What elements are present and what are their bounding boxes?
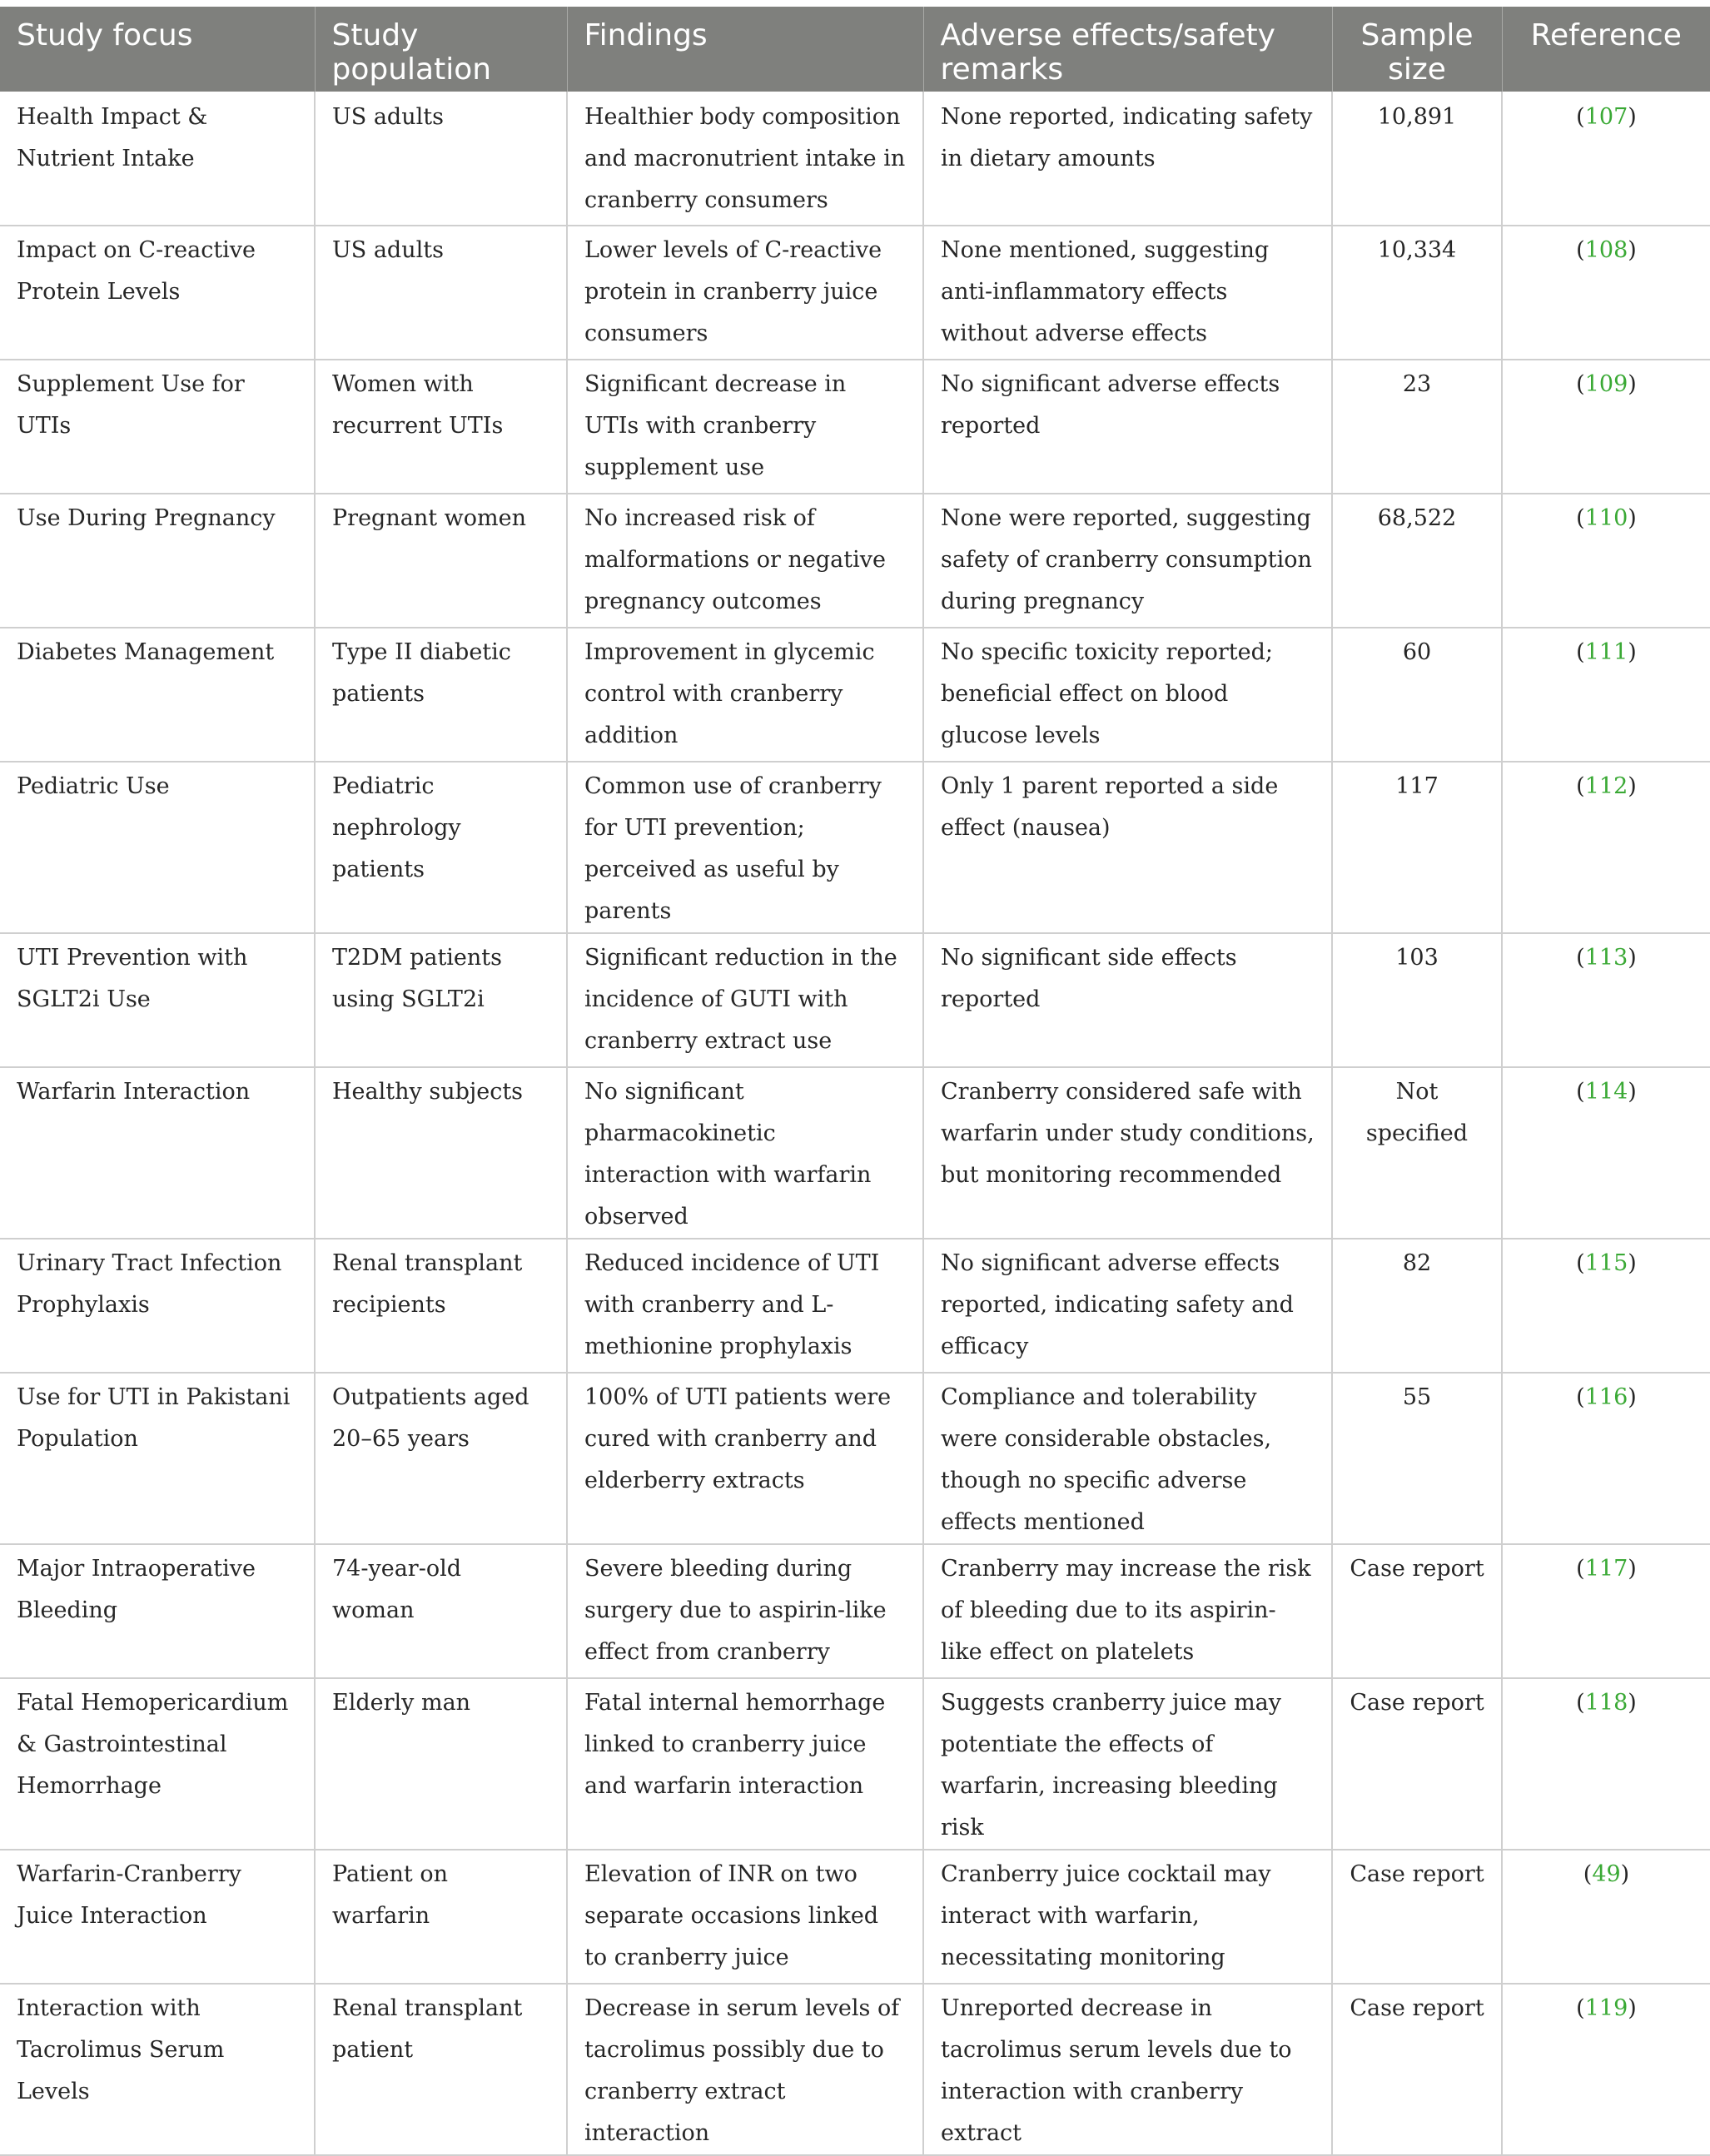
table-row xyxy=(0,1239,1710,1373)
table-row xyxy=(0,226,1710,360)
cell-findings: No increased risk of malformations or negative pregnancy outcomes xyxy=(567,494,923,628)
cell-adverse-effects: No specific toxicity reported; beneficial effect on blood glucose levels xyxy=(923,628,1332,762)
cell-findings: 100% of UTI patients were cured with cranberry and elderberry extracts xyxy=(567,1373,923,1544)
reference-link[interactable]: 107 xyxy=(1584,104,1628,130)
table-row xyxy=(0,1373,1710,1544)
cell-adverse-effects: Suggests cranberry juice may potentiate the effects of warfarin, increasing bleeding risk xyxy=(923,1678,1332,1850)
cell-findings: Significant decrease in UTIs with cranberry supplement use xyxy=(567,360,923,494)
reference-link[interactable]: 115 xyxy=(1584,1250,1628,1276)
cell-sample-size: 60 xyxy=(1332,628,1502,762)
table-row xyxy=(0,1678,1710,1850)
reference-link[interactable]: 108 xyxy=(1584,237,1628,263)
header-study-population: Study population xyxy=(315,7,567,92)
cell-reference: (119) xyxy=(1502,1984,1710,2155)
cell-findings: Improvement in glycemic control with cranberry addition xyxy=(567,628,923,762)
cell-study-focus: Use During Pregnancy xyxy=(0,494,315,628)
cell-study-population: Renal transplant patient xyxy=(315,1984,567,2155)
reference-link[interactable]: 112 xyxy=(1584,773,1628,799)
cell-findings: Common use of cranberry for UTI prevention; perceived as useful by parents xyxy=(567,762,923,933)
cell-adverse-effects: Only 1 parent reported a side effect (nausea) xyxy=(923,762,1332,933)
cell-study-focus: Health Impact & Nutrient Intake xyxy=(0,92,315,226)
table-row xyxy=(0,762,1710,933)
cell-reference: (114) xyxy=(1502,1067,1710,1239)
cell-adverse-effects: None were reported, suggesting safety of cranberry consumption during pregnancy xyxy=(923,494,1332,628)
cell-findings: Lower levels of C-reactive protein in cranberry juice consumers xyxy=(567,226,923,360)
reference-link[interactable]: 113 xyxy=(1584,945,1628,971)
cell-findings: Fatal internal hemorrhage linked to cranberry juice and warfarin interaction xyxy=(567,1678,923,1850)
cell-reference: (107) xyxy=(1502,92,1710,226)
cell-study-focus: Supplement Use for UTIs xyxy=(0,360,315,494)
cell-reference: (49) xyxy=(1502,1850,1710,1984)
reference-link[interactable]: 116 xyxy=(1584,1384,1628,1410)
cell-study-population: Type II diabetic patients xyxy=(315,628,567,762)
cell-study-focus: Warfarin-Cranberry Juice Interaction xyxy=(0,1850,315,1984)
cell-sample-size: 10,891 xyxy=(1332,92,1502,226)
cell-reference: (110) xyxy=(1502,494,1710,628)
cell-findings: Reduced incidence of UTI with cranberry and L-methionine prophylaxis xyxy=(567,1239,923,1373)
cell-adverse-effects: No significant adverse effects reported xyxy=(923,360,1332,494)
cell-adverse-effects: Cranberry may increase the risk of bleeding due to its aspirin-like effect on platelets xyxy=(923,1544,1332,1678)
cell-adverse-effects: No significant side effects reported xyxy=(923,933,1332,1067)
cranberry-studies-table xyxy=(0,7,1710,2156)
cell-study-focus: Use for UTI in Pakistani Population xyxy=(0,1373,315,1544)
cell-adverse-effects: None reported, indicating safety in dietary amounts xyxy=(923,92,1332,226)
table-row xyxy=(0,1067,1710,1239)
cell-sample-size: Case report xyxy=(1332,1984,1502,2155)
table-row xyxy=(0,1984,1710,2155)
cell-adverse-effects: Unreported decrease in tacrolimus serum levels due to interaction with cranberry extract xyxy=(923,1984,1332,2155)
header-findings: Findings xyxy=(567,7,923,92)
header-reference: Reference xyxy=(1502,7,1710,92)
table-body xyxy=(0,92,1710,2155)
cell-sample-size: Case report xyxy=(1332,1544,1502,1678)
header-sample-size: Sample size xyxy=(1332,7,1502,92)
cell-study-focus: Pediatric Use xyxy=(0,762,315,933)
cell-study-population: Pediatric nephrology patients xyxy=(315,762,567,933)
cell-findings: Elevation of INR on two separate occasions linked to cranberry juice xyxy=(567,1850,923,1984)
cell-study-focus: Major Intraoperative Bleeding xyxy=(0,1544,315,1678)
table-row xyxy=(0,1850,1710,1984)
cell-study-population: Outpatients aged 20–65 years xyxy=(315,1373,567,1544)
cell-reference: (111) xyxy=(1502,628,1710,762)
cell-study-population: Healthy subjects xyxy=(315,1067,567,1239)
cell-study-focus: Diabetes Management xyxy=(0,628,315,762)
cell-sample-size: 68,522 xyxy=(1332,494,1502,628)
reference-link[interactable]: 114 xyxy=(1584,1079,1628,1105)
cell-reference: (108) xyxy=(1502,226,1710,360)
cell-sample-size: Not specified xyxy=(1332,1067,1502,1239)
cell-study-population: Pregnant women xyxy=(315,494,567,628)
cell-study-population: Elderly man xyxy=(315,1678,567,1850)
cell-reference: (118) xyxy=(1502,1678,1710,1850)
table-header xyxy=(0,7,1710,92)
reference-link[interactable]: 109 xyxy=(1584,371,1628,397)
cell-reference: (117) xyxy=(1502,1544,1710,1678)
cell-study-population: Women with recurrent UTIs xyxy=(315,360,567,494)
cell-sample-size: 10,334 xyxy=(1332,226,1502,360)
cell-study-population: T2DM patients using SGLT2i xyxy=(315,933,567,1067)
table-row xyxy=(0,933,1710,1067)
cell-study-focus: Interaction with Tacrolimus Serum Levels xyxy=(0,1984,315,2155)
reference-link[interactable]: 117 xyxy=(1584,1556,1628,1582)
cell-adverse-effects: Cranberry juice cocktail may interact with warfarin, necessitating monitoring xyxy=(923,1850,1332,1984)
reference-link[interactable]: 119 xyxy=(1584,1995,1628,2021)
cell-reference: (113) xyxy=(1502,933,1710,1067)
cell-study-population: Renal transplant recipients xyxy=(315,1239,567,1373)
cell-study-population: US adults xyxy=(315,92,567,226)
cell-sample-size: Case report xyxy=(1332,1678,1502,1850)
cell-reference: (115) xyxy=(1502,1239,1710,1373)
table-wrapper xyxy=(0,7,1710,2156)
cell-adverse-effects: Cranberry considered safe with warfarin under study conditions, but monitoring recommended xyxy=(923,1067,1332,1239)
reference-link[interactable]: 49 xyxy=(1592,1861,1621,1887)
reference-link[interactable]: 118 xyxy=(1584,1690,1628,1716)
cell-study-population: Patient on warfarin xyxy=(315,1850,567,1984)
cell-sample-size: 23 xyxy=(1332,360,1502,494)
table-row xyxy=(0,1544,1710,1678)
cell-sample-size: 55 xyxy=(1332,1373,1502,1544)
cell-study-focus: Impact on C-reactive Protein Levels xyxy=(0,226,315,360)
cell-findings: Healthier body composition and macronutrient intake in cranberry consumers xyxy=(567,92,923,226)
cell-sample-size: 103 xyxy=(1332,933,1502,1067)
cell-findings: Significant reduction in the incidence of GUTI with cranberry extract use xyxy=(567,933,923,1067)
cell-study-focus: Urinary Tract Infection Prophylaxis xyxy=(0,1239,315,1373)
cell-findings: No significant pharmacokinetic interaction with warfarin observed xyxy=(567,1067,923,1239)
table-row xyxy=(0,92,1710,226)
header-row xyxy=(0,7,1710,92)
header-study-focus: Study focus xyxy=(0,7,315,92)
cell-findings: Severe bleeding during surgery due to aspirin-like effect from cranberry xyxy=(567,1544,923,1678)
cell-reference: (109) xyxy=(1502,360,1710,494)
cell-findings: Decrease in serum levels of tacrolimus possibly due to cranberry extract interaction xyxy=(567,1984,923,2155)
table-row xyxy=(0,628,1710,762)
cell-sample-size: Case report xyxy=(1332,1850,1502,1984)
cell-adverse-effects: Compliance and tolerability were considerable obstacles, though no specific adverse effects mentioned xyxy=(923,1373,1332,1544)
cell-study-focus: Fatal Hemopericardium & Gastrointestinal Hemorrhage xyxy=(0,1678,315,1850)
cell-study-focus: UTI Prevention with SGLT2i Use xyxy=(0,933,315,1067)
cell-sample-size: 82 xyxy=(1332,1239,1502,1373)
cell-study-population: US adults xyxy=(315,226,567,360)
cell-adverse-effects: None mentioned, suggesting anti-inflammatory effects without adverse effects xyxy=(923,226,1332,360)
cell-study-focus: Warfarin Interaction xyxy=(0,1067,315,1239)
table-row xyxy=(0,360,1710,494)
cell-reference: (112) xyxy=(1502,762,1710,933)
header-adverse-effects: Adverse effects/safety remarks xyxy=(923,7,1332,92)
reference-link[interactable]: 111 xyxy=(1584,639,1628,665)
cell-sample-size: 117 xyxy=(1332,762,1502,933)
table-row xyxy=(0,494,1710,628)
cell-adverse-effects: No significant adverse effects reported, indicating safety and efficacy xyxy=(923,1239,1332,1373)
cell-reference: (116) xyxy=(1502,1373,1710,1544)
cell-study-population: 74-year-old woman xyxy=(315,1544,567,1678)
reference-link[interactable]: 110 xyxy=(1584,505,1628,531)
